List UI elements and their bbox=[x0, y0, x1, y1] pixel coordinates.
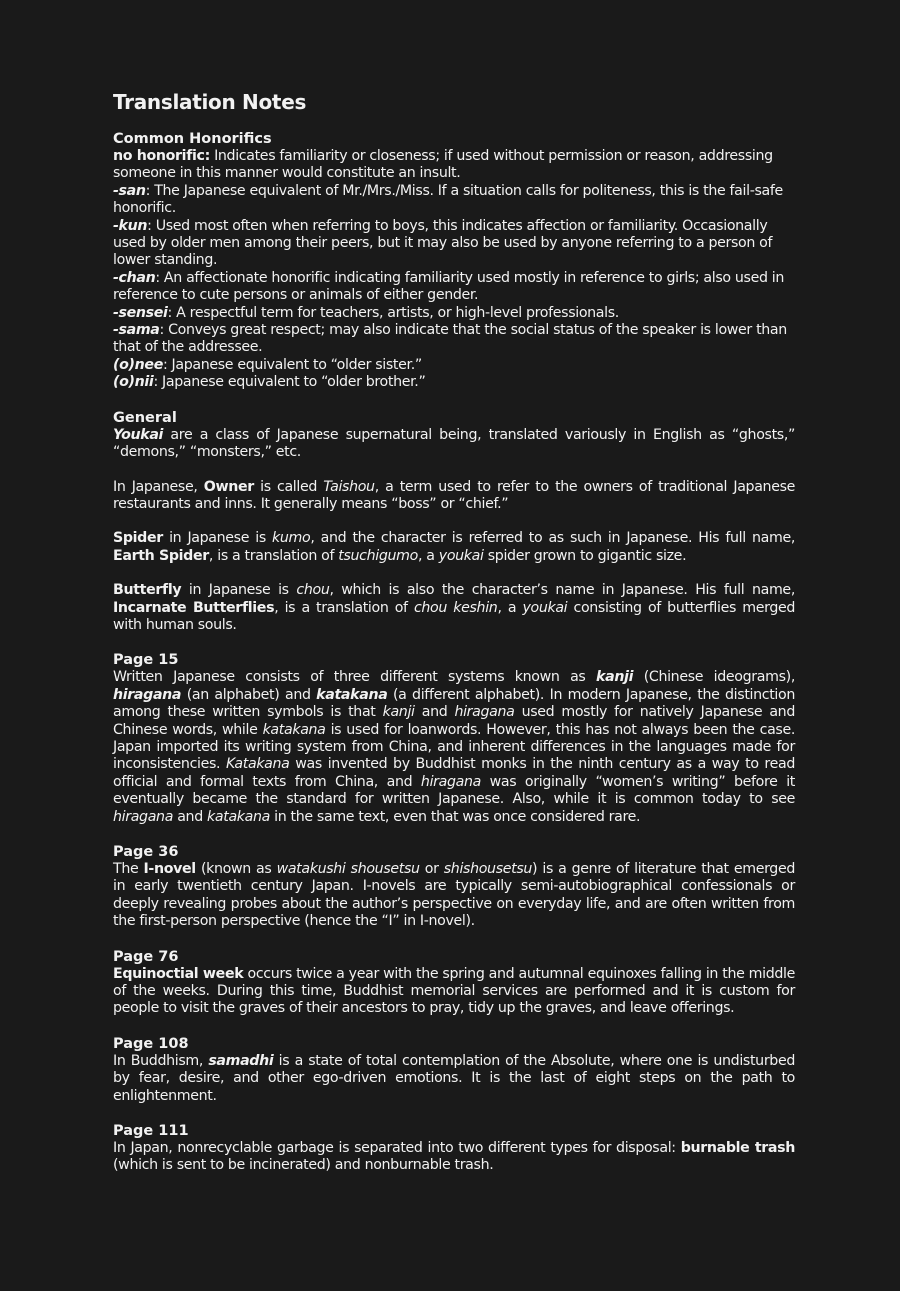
text: was invented by Buddhist monks in the ninth century as a way to read official and formal texts from China, and bbox=[113, 756, 795, 790]
text: In Japanese, bbox=[113, 478, 204, 495]
honorific-entry bbox=[113, 374, 795, 391]
translation-notes-page bbox=[113, 90, 795, 1193]
honorific-term: -kun bbox=[113, 217, 148, 234]
term: Katakana bbox=[225, 756, 290, 773]
term: Youkai bbox=[113, 426, 164, 443]
text: is called bbox=[253, 478, 324, 495]
term: Owner bbox=[203, 478, 254, 495]
term: I-novel bbox=[143, 861, 196, 877]
honorific-term: -san bbox=[113, 182, 146, 199]
text: , is a translation of bbox=[274, 599, 414, 616]
text: , which is also the character’s name in Japanese. His full name, bbox=[329, 582, 795, 599]
section-heading: Page 76 bbox=[113, 948, 179, 965]
section-page-36 bbox=[113, 844, 795, 931]
section-page-108 bbox=[113, 1036, 795, 1105]
page-title: Translation Notes bbox=[113, 90, 307, 114]
text: , a bbox=[417, 547, 439, 564]
text: spider grown to gigantic size. bbox=[483, 547, 687, 564]
honorific-definition: Indicates familiarity or closeness; if used without permission or reason, addressing someone in this manner would constitute an insult. bbox=[113, 148, 773, 182]
honorific-entry bbox=[113, 305, 795, 322]
section-page-76 bbox=[113, 949, 795, 1018]
honorific-entry bbox=[113, 148, 795, 183]
honorific-entry bbox=[113, 270, 795, 305]
section-heading: General bbox=[113, 409, 177, 426]
term: hiragana bbox=[113, 808, 174, 825]
term: samadhi bbox=[208, 1052, 274, 1069]
note-paragraph-butterfly bbox=[113, 582, 795, 634]
section-heading: Page 108 bbox=[113, 1035, 189, 1052]
honorific-definition: : Japanese equivalent to “older brother.” bbox=[153, 374, 426, 391]
note-paragraph-spider bbox=[113, 530, 795, 565]
honorific-definition: : The Japanese equivalent of Mr./Mrs./Miss. If a situation calls for politeness, this is the fail-safe honorific. bbox=[113, 182, 783, 217]
section-heading: Page 15 bbox=[113, 652, 179, 669]
term: burnable trash bbox=[680, 1140, 795, 1157]
text: is a state of total contemplation of the Absolute, where one is undisturbed by fear, desire, and other ego-driven emotions. It is the last of eight steps on the path to enlightenment. bbox=[113, 1052, 795, 1104]
text: (which is sent to be incinerated) and nonburnable trash. bbox=[113, 1157, 494, 1174]
text: In Buddhism, bbox=[113, 1052, 209, 1069]
section-common-honorifics bbox=[113, 131, 795, 392]
term: chou bbox=[296, 582, 330, 599]
term: watakushi shousetsu bbox=[276, 861, 420, 877]
text: , is a translation of bbox=[208, 547, 339, 564]
honorific-definition: : Conveys great respect; may also indicate that the social status of the speaker is lower than that of the addressee. bbox=[113, 322, 787, 356]
honorific-entry bbox=[113, 183, 795, 218]
text: in the same text, even that was once considered rare. bbox=[269, 808, 641, 825]
text: are a class of Japanese supernatural being, translated variously in English as “ghosts,” “demons,” “monsters,” etc. bbox=[113, 426, 795, 461]
note-paragraph-owner bbox=[113, 479, 795, 514]
text: (Chinese ideograms), bbox=[633, 669, 795, 686]
honorific-entry bbox=[113, 357, 795, 374]
honorific-entry bbox=[113, 322, 795, 357]
text: , a term used to refer to the owners of traditional Japanese restaurants and inns. It generally means “boss” or “chief.” bbox=[113, 478, 795, 512]
note-paragraph bbox=[113, 966, 795, 1018]
text: consisting of butterflies merged with human souls. bbox=[113, 599, 796, 633]
term: hiragana bbox=[454, 704, 515, 721]
term: kanji bbox=[596, 669, 634, 686]
text: The bbox=[113, 861, 144, 877]
text: and bbox=[414, 704, 455, 721]
text: used mostly for natively Japanese and Chinese words, while bbox=[113, 704, 795, 738]
text: , a bbox=[497, 599, 523, 616]
honorific-definition: : Japanese equivalent to “older sister.” bbox=[162, 356, 422, 373]
note-paragraph bbox=[113, 861, 795, 931]
text: or bbox=[419, 861, 444, 877]
text: in Japanese is bbox=[162, 530, 273, 547]
honorific-definition: : A respectful term for teachers, artists, or high-level professionals. bbox=[167, 304, 619, 321]
honorific-term: (o)nee bbox=[113, 356, 163, 373]
term: Butterfly bbox=[113, 582, 182, 599]
honorific-term: -chan bbox=[113, 269, 156, 286]
text: , and the character is referred to as such in Japanese. His full name, bbox=[310, 530, 795, 547]
text: (a different alphabet). In modern Japanese, the distinction among these written symbols is that bbox=[113, 686, 795, 721]
honorific-definition: : Used most often when referring to boys, this indicates affection or familiarity. Occasionally used by older men among their peers, but it may also be used by anyone referring to a person of lower standing. bbox=[113, 217, 773, 269]
section-heading: Page 111 bbox=[113, 1123, 189, 1140]
honorific-term: -sama bbox=[113, 322, 160, 339]
term: chou keshin bbox=[413, 599, 498, 616]
note-paragraph bbox=[113, 1140, 795, 1175]
note-paragraph-youkai bbox=[113, 427, 795, 462]
section-heading: Page 36 bbox=[113, 844, 179, 860]
term: shishousetsu bbox=[443, 861, 533, 877]
text: and bbox=[173, 808, 208, 825]
honorific-term: (o)nii bbox=[113, 374, 154, 391]
term: Earth Spider bbox=[113, 547, 209, 564]
term: hiragana bbox=[420, 773, 481, 790]
text: was originally “women’s writing” before it eventually became the standard for written Japanese. Also, while it is common today to see bbox=[113, 773, 796, 808]
term: kanji bbox=[382, 704, 415, 721]
section-page-111 bbox=[113, 1123, 795, 1175]
text: occurs twice a year with the spring and autumnal equinoxes falling in the middle of the weeks. During this time, Buddhist memorial services are performed and it is custom for people to visit the graves of their ancestors to pray, tidy up the graves, and leave offerings. bbox=[113, 965, 796, 1017]
honorific-term: no honorific: bbox=[113, 148, 210, 164]
term: katakana bbox=[207, 808, 270, 825]
text: Written Japanese consists of three different systems known as bbox=[113, 669, 597, 686]
term: tsuchigumo bbox=[338, 547, 418, 564]
note-paragraph bbox=[113, 669, 795, 826]
honorific-term: -sensei bbox=[113, 304, 168, 321]
text: is used for loanwords. However, this has not always been the case. Japan imported its writing system from China, and inherent differences in the languages made for inconsistencies. bbox=[113, 721, 795, 773]
term: katakana bbox=[316, 686, 388, 703]
section-heading: Common Honorifics bbox=[113, 131, 272, 147]
section-general bbox=[113, 410, 795, 635]
text: (known as bbox=[195, 861, 277, 877]
term: youkai bbox=[522, 599, 568, 616]
term: kumo bbox=[272, 530, 311, 547]
text: in Japanese is bbox=[181, 582, 297, 599]
honorific-definition: : An affectionate honorific indicating familiarity used mostly in reference to girls; also used in reference to cute persons or animals of either gender. bbox=[113, 269, 784, 304]
note-paragraph bbox=[113, 1053, 795, 1105]
text: ) is a genre of literature that emerged in early twentieth century Japan. I-novels are typically semi-autobiographical confessionals or deeply revealing probes about the author’s perspective on everyday life, and are often written from the first-person perspective (hence the “I” in I-novel). bbox=[113, 861, 795, 930]
term: hiragana bbox=[113, 686, 182, 703]
term: Taishou bbox=[323, 478, 375, 495]
term: Incarnate Butterflies bbox=[113, 599, 275, 616]
term: katakana bbox=[262, 721, 326, 738]
text: (an alphabet) and bbox=[181, 686, 317, 703]
term: Spider bbox=[113, 530, 163, 547]
term: Equinoctial week bbox=[113, 965, 244, 982]
term: youkai bbox=[438, 547, 484, 564]
section-page-15 bbox=[113, 652, 795, 826]
honorific-entry bbox=[113, 218, 795, 270]
text: In Japan, nonrecyclable garbage is separated into two different types for disposal: bbox=[113, 1140, 681, 1157]
